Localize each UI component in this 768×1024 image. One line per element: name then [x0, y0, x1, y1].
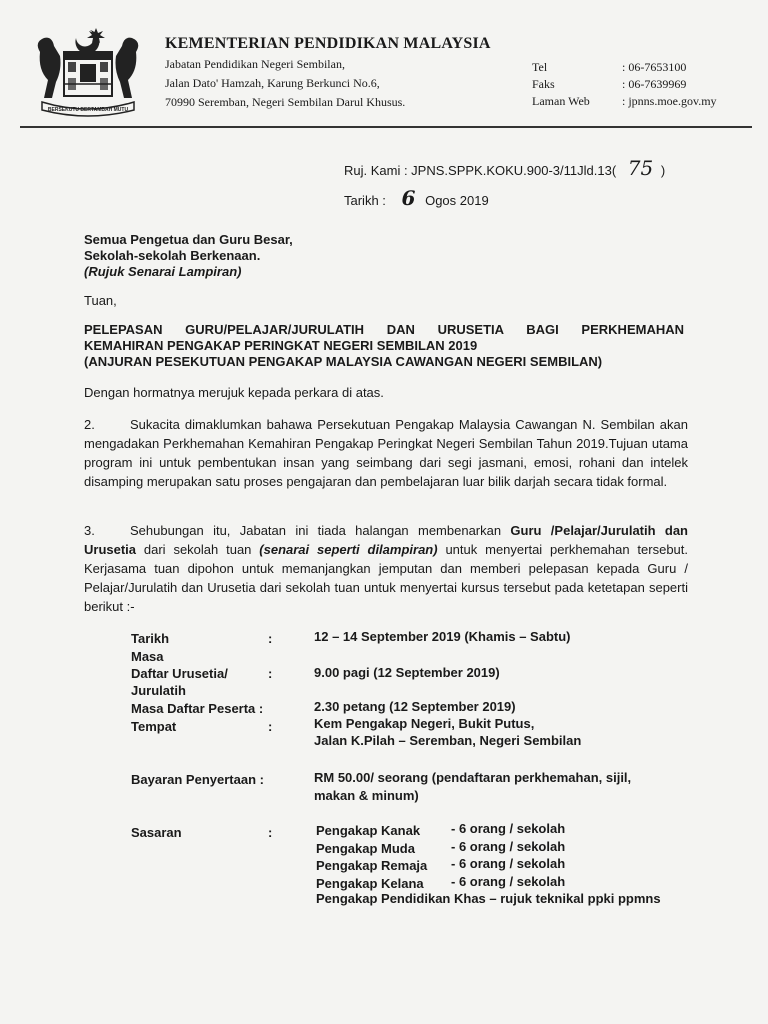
sasaran-count: - 6 orang / sekolah [451, 874, 566, 889]
bayaran-label: Bayaran Penyertaan : [131, 772, 264, 787]
paragraph-2-text: Sukacita dimaklumkan bahawa Persekutuan Pengakap Malaysia Cawangan N. Sembilan akan mengadakan Perkhemahan Kemahiran Pengakap Peringkat Negeri Sembilan Tahun 2019.Tujuan utama program ini untuk pembentukan insan yang seimbang dari segi jasmani, emosi, rohani dan intelek disamping merupakan satu proses pengajaran dan pembelajaran luar bilik darjah secara tidak formal. [84, 417, 688, 489]
recipient-line-2: Sekolah-sekolah Berkenaan. [84, 248, 261, 263]
subject-line-2: KEMAHIRAN PENGAKAP PERINGKAT NEGERI SEMBILAN 2019 [84, 338, 478, 353]
subject-heading [84, 322, 684, 370]
paragraph-3-number: 3. [84, 523, 95, 538]
paragraph-3-text-3: untuk menyertai perkhemahan tersebut. Kerjasama tuan dipohon untuk memanjangkan jemputan dan memberi pelepasan kepada Guru / Pelajar/Jurulatih dan Urusetia dari sekolah tuan untuk menyertai kursus tersebut pada ketetapan seperti berikut :- [84, 542, 689, 614]
tempat-colon: : [268, 719, 273, 734]
sasaran-extra: Pengakap Pendidikan Khas – rujuk teknikal ppki ppmns [316, 891, 661, 906]
address-line-2: Jalan Dato' Hamzah, Karung Berkunci No.6, [165, 76, 380, 90]
handwritten-day: 6 [401, 186, 416, 210]
sasaran-count: - 6 orang / sekolah [451, 856, 566, 871]
paragraph-3-bold-italic: (senarai seperti dilampiran) [259, 542, 438, 557]
masa-daftar-peserta-value: 2.30 petang (12 September 2019) [314, 699, 516, 714]
tempat-label: Tempat [131, 719, 177, 734]
ministry-title: KEMENTERIAN PENDIDIKAN MALAYSIA [165, 35, 491, 52]
address-line-3: 70990 Seremban, Negeri Sembilan Darul Khusus. [165, 95, 406, 109]
handwritten-reference-number: 75 [627, 156, 654, 180]
masa-label: Masa [131, 649, 164, 664]
reference-line [344, 156, 665, 180]
reference-text: Ruj. Kami : JPNS.SPPK.KOKU.900-3/11Jld.13( [344, 163, 617, 178]
date-line [344, 186, 489, 210]
reference-close: ) [660, 163, 666, 178]
letterhead-divider [20, 126, 752, 128]
paragraph-3 [84, 521, 688, 616]
paragraph-3-text-1: Sehubungan itu, Jabatan ini tiada halangan membenarkan [130, 523, 511, 538]
salutation: Tuan, [84, 293, 117, 308]
fax-value: : 06-7639969 [622, 77, 687, 91]
tel-value: : 06-7653100 [622, 60, 687, 74]
sasaran-colon: : [268, 825, 273, 840]
daftar-urusetia-label: Daftar Urusetia/ [131, 666, 228, 681]
masa-daftar-value: 9.00 pagi (12 September 2019) [314, 665, 500, 680]
sasaran-name: Pengakap Remaja [316, 858, 428, 873]
fax-label: Faks [532, 77, 555, 91]
paragraph-2-number: 2. [84, 417, 95, 432]
sasaran-name: Pengakap Muda [316, 841, 415, 856]
paragraph-3-bold: Guru /Pelajar/Jurulatih dan Urusetia [84, 523, 688, 557]
tarikh-value: 12 – 14 September 2019 (Khamis – Sabtu) [314, 629, 571, 644]
sasaran-count: - 6 orang / sekolah [451, 839, 566, 854]
date-month-year: Ogos 2019 [425, 193, 489, 208]
tarikh-label: Tarikh [131, 631, 170, 646]
sasaran-name: Pengakap Kelana [316, 876, 424, 891]
subject-line-1: PELEPASAN GURU/PELAJAR/JURULATIH DAN URUSETIA BAGI PERKHEMAHAN [84, 322, 684, 337]
paragraph-3-text-2: dari sekolah tuan [136, 542, 260, 557]
recipient-line-3: (Rujuk Senarai Lampiran) [84, 264, 242, 279]
bayaran-value-1: RM 50.00/ seorang (pendaftaran perkhemahan, sijil, [314, 770, 632, 785]
website-label: Laman Web [532, 94, 590, 108]
tarikh-colon: : [268, 631, 273, 646]
sasaran-count: - 6 orang / sekolah [451, 821, 566, 836]
svg-text:BERSEKUTU BERTAMBAH MUTU: BERSEKUTU BERTAMBAH MUTU [47, 107, 129, 113]
bayaran-value-2: makan & minum) [314, 788, 419, 803]
sasaran-label: Sasaran [131, 825, 182, 840]
tempat-value-1: Kem Pengakap Negeri, Bukit Putus, [314, 716, 535, 731]
coat-of-arms-emblem [32, 22, 144, 118]
address-line-1: Jabatan Pendidikan Negeri Sembilan, [165, 57, 345, 71]
sasaran-name: Pengakap Kanak [316, 823, 421, 838]
website-value: : jpnns.moe.gov.my [622, 94, 717, 108]
paragraph-2 [84, 415, 688, 491]
recipient-line-1: Semua Pengetua dan Guru Besar, [84, 232, 293, 247]
jurulatih-label: Jurulatih [131, 683, 186, 698]
subject-line-3: (ANJURAN PESEKUTUAN PENGAKAP MALAYSIA CAWANGAN NEGERI SEMBILAN) [84, 354, 603, 369]
tel-label: Tel [532, 60, 548, 74]
masa-daftar-colon: : [268, 666, 273, 681]
opening-sentence: Dengan hormatnya merujuk kepada perkara di atas. [84, 385, 384, 400]
masa-daftar-peserta-label: Masa Daftar Peserta : [131, 701, 264, 716]
date-label: Tarikh : [344, 193, 386, 208]
tempat-value-2: Jalan K.Pilah – Seremban, Negeri Sembilan [314, 733, 582, 748]
